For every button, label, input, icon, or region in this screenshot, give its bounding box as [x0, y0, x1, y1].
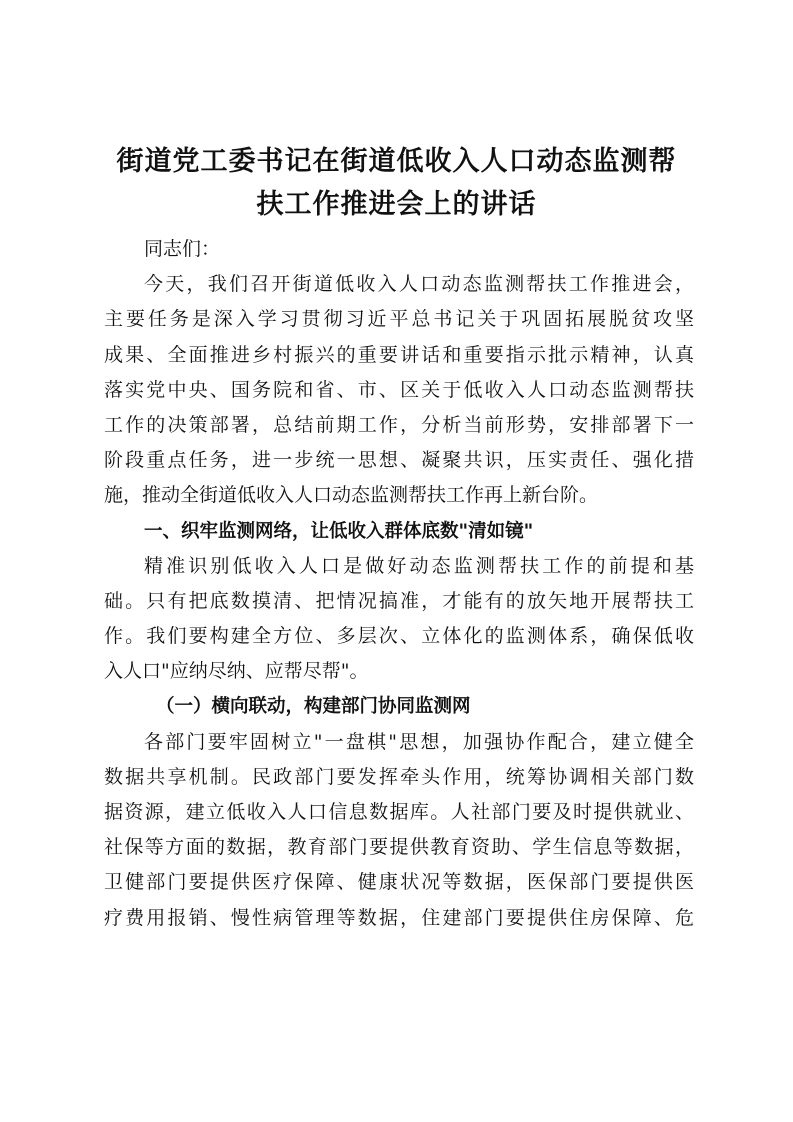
- section-heading: 一、织牢监测网络，让低收入群体底数"清如镜": [144, 520, 534, 542]
- document-body: [104, 232, 694, 936]
- paragraph-section1: [104, 549, 694, 690]
- title-line: 扶工作推进会上的讲话: [256, 189, 537, 220]
- text-line: 础。只有把底数摸清、把情况搞准，才能有的放矢地开展帮扶工: [104, 589, 694, 612]
- text-line: 社保等方面的数据，教育部门要提供教育资助、学生信息等数据，: [104, 836, 694, 859]
- subsection-heading: （一）横向联动，构建部门协同监测网: [156, 696, 471, 718]
- text-line: 主要任务是深入学习贯彻习近平总书记关于巩固拓展脱贫攻坚: [104, 308, 694, 331]
- text-line: 数据共享机制。民政部门要发挥牵头作用，统筹协调相关部门数: [104, 765, 694, 788]
- text-line: 精准识别低收入人口是做好动态监测帮扶工作的前提和基: [144, 554, 694, 577]
- paragraph-subsection1: [104, 725, 694, 936]
- title-line: 街道党工委书记在街道低收入人口动态监测帮: [116, 146, 677, 177]
- text-line: 卫健部门要提供医疗保障、健康状况等数据，医保部门要提供医: [104, 871, 694, 894]
- document-title: [90, 140, 703, 226]
- text-line: 今天，我们召开街道低收入人口动态监测帮扶工作推进会，: [144, 273, 694, 296]
- text-line: 入人口"应纳尽纳、应帮尽帮"。: [104, 660, 369, 683]
- text-line: 各部门要牢固树立"一盘棋"思想，加强协作配合，建立健全: [144, 730, 694, 753]
- salutation: 同志们：: [144, 238, 221, 260]
- text-line: 成果、全面推进乡村振兴的重要讲话和重要指示批示精神，认真: [104, 343, 694, 366]
- text-line: 据资源，建立低收入人口信息数据库。人社部门要及时提供就业、: [104, 801, 694, 823]
- text-line: 阶段重点任务，进一步统一思想、凝聚共识，压实责任、强化措: [104, 449, 694, 472]
- text-line: 工作的决策部署，总结前期工作，分析当前形势，安排部署下一: [104, 413, 694, 436]
- text-line: 落实党中央、国务院和省、市、区关于低收入人口动态监测帮扶: [104, 378, 694, 401]
- text-line: 施，推动全街道低收入人口动态监测帮扶工作再上新台阶。: [104, 484, 599, 507]
- text-line: 作。我们要构建全方位、多层次、立体化的监测体系，确保低收: [104, 625, 694, 648]
- paragraph-intro: [104, 267, 694, 513]
- text-line: 疗费用报销、慢性病管理等数据，住建部门要提供住房保障、危: [104, 906, 694, 929]
